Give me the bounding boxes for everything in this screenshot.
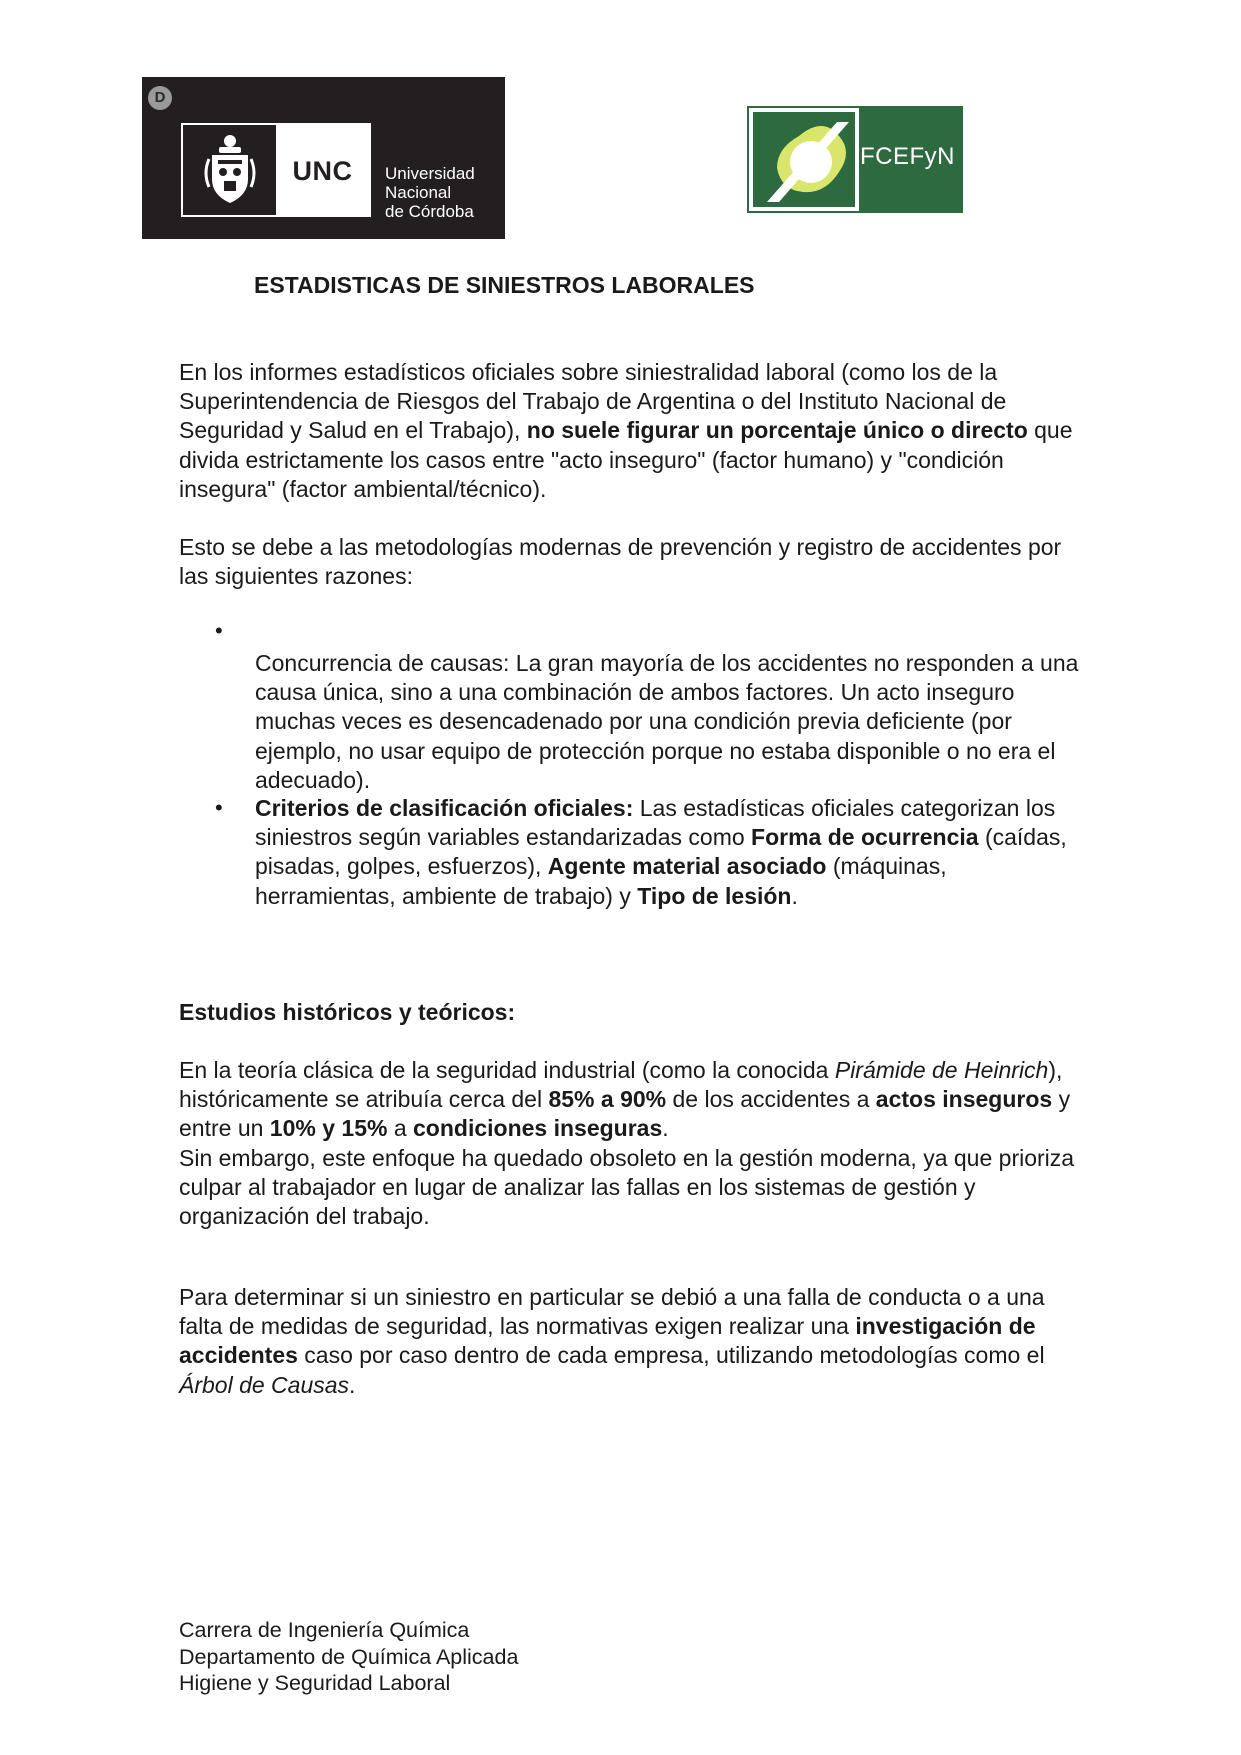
- historic-text-g: y entre un: [179, 1086, 1071, 1142]
- historic-text-i: a: [387, 1115, 414, 1142]
- bullet-2-term-agente: Agente material asociado: [547, 853, 827, 880]
- historic-text-e: de los accidentes a: [666, 1086, 876, 1113]
- historic-heading: Estudios históricos y teóricos:: [179, 999, 516, 1025]
- bullet-2-term-forma: Forma de ocurrencia: [751, 824, 979, 851]
- bullet-2-heading: Criterios de clasificación oficiales:: [255, 795, 634, 821]
- closing-paragraph: [179, 1283, 1084, 1400]
- closing-text-c: caso por caso dentro de cada empresa, utilizando metodologías como el: [297, 1342, 1045, 1369]
- term-investigation: investigación de accidentes: [179, 1313, 1036, 1369]
- historic-text-l: Sin embargo, este enfoque ha quedado obsoleto en la gestión moderna, ya que prioriza culpar al trabajador en lugar de analizar las fallas en los sistemas de gestión y organización del trabajo.: [179, 1144, 1075, 1230]
- intro-paragraph: [179, 358, 1084, 504]
- intro-text-c: que divida estrictamente los casos entre "acto inseguro" (factor humano) y "condición insegura" (factor ambiental/técnico).: [179, 417, 1073, 502]
- percent-unsafe-acts: 85% a 90%: [548, 1086, 667, 1113]
- unc-name: Universidad Nacional de Córdoba: [385, 164, 475, 221]
- intro-emphasis: no suele figurar un porcentaje único o directo: [526, 417, 1028, 444]
- bullet-marker-2: •: [215, 795, 223, 820]
- bullet-2-text-2: (caídas, pisadas, golpes, esfuerzos),: [255, 824, 1067, 880]
- footer-career: Carrera de Ingeniería Química: [179, 1618, 470, 1642]
- document-title: ESTADISTICAS DE SINIESTROS LABORALES: [254, 272, 755, 298]
- unc-badge: D: [148, 86, 172, 110]
- unc-abbr: UNC: [292, 156, 353, 186]
- reasons-intro: Esto se debe a las metodologías modernas de prevención y registro de accidentes por las siguientes razones:: [179, 534, 1062, 590]
- historic-text-k: .: [662, 1115, 669, 1142]
- intro-text-a: En los informes estadísticos oficiales sobre siniestralidad laboral (como los de la Superintendencia de Riesgos del Trabajo de Argentina o del Instituto Nacional de Seguridad y Salud en el Trabajo),: [179, 359, 1007, 444]
- closing-text-e: .: [349, 1371, 356, 1398]
- term-unsafe-conditions: condiciones inseguras: [413, 1115, 663, 1142]
- footer: [179, 1617, 518, 1697]
- closing-text-a: Para determinar si un siniestro en particular se debió a una falla de conducta o a una falta de medidas de seguridad, las normativas exigen realizar una: [179, 1284, 1045, 1340]
- bullet-item-1: Concurrencia de causas: La gran mayoría de los accidentes no responden a una causa única, sino a una combinación de ambos factores. Un acto inseguro muchas veces es desencadenado por una condición previa deficiente (por ejemplo, no usar equipo de protección porque no estaba disponible o no era el adecuado).: [255, 650, 1079, 793]
- heinrich-pyramid: Pirámide de Heinrich: [834, 1057, 1049, 1083]
- bullet-item-2: [255, 794, 1084, 911]
- historic-text-a: En la teoría clásica de la seguridad industrial (como la conocida: [179, 1057, 835, 1083]
- bullet-2-text-3: (máquinas, herramientas, ambiente de trabajo) y: [255, 853, 947, 909]
- bullet-2-text: Las estadísticas oficiales categorizan los siniestros según variables estandarizadas como: [255, 795, 1056, 851]
- university-seal-icon: [185, 127, 275, 213]
- historic-paragraph: [179, 1056, 1084, 1231]
- historic-text-c: ), históricamente se atribuía cerca del: [179, 1057, 1063, 1113]
- term-cause-tree: Árbol de Causas: [179, 1371, 350, 1398]
- term-unsafe-acts: actos inseguros: [875, 1086, 1053, 1113]
- bullet-marker-1: •: [215, 618, 223, 643]
- footer-department: Departamento de Química Aplicada: [179, 1644, 519, 1669]
- percent-unsafe-conditions: 10% y 15%: [269, 1115, 388, 1142]
- footer-course: Higiene y Seguridad Laboral: [179, 1671, 451, 1695]
- bullet-2-term-tipo: Tipo de lesión: [637, 882, 792, 909]
- fcefyn-text: FCEFyN: [860, 143, 955, 170]
- bullet-2-end: .: [791, 882, 798, 909]
